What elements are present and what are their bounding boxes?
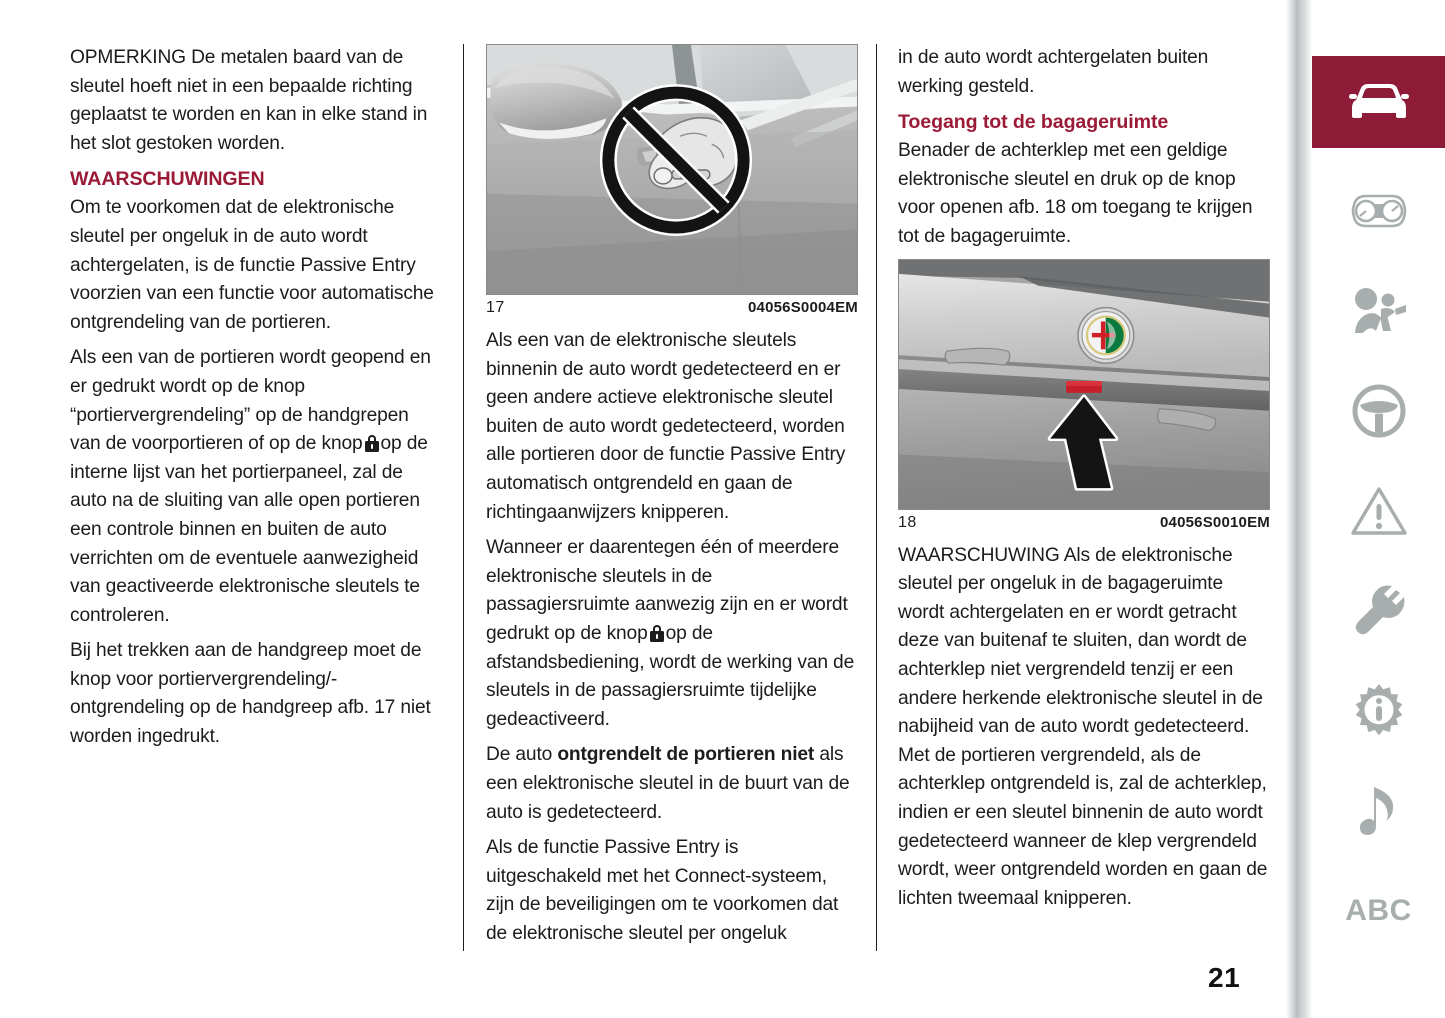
lock-icon — [365, 435, 379, 452]
no-unlock-prefix: De auto — [486, 744, 558, 766]
paragraph-door-lock-part1: Als een van de portieren wordt geopend en er gedrukt wordt op de knop “portiervergrendeling” op de handgrepen van de voorportieren of op de knop — [70, 347, 431, 455]
figure-18 — [898, 259, 1270, 532]
heading-trunk-access: Toegang tot de bagageruimte — [898, 111, 1169, 134]
paragraph-remote-lock-button — [486, 534, 858, 734]
figure-18-image — [898, 259, 1270, 510]
sidebar-gradient-edge — [1286, 0, 1312, 1018]
paragraph-note: OPMERKING De metalen baard van de sleutel hoeft niet in een bepaalde richting geplaatst te worden en kan in elke stand in het slot gestoken worden. — [70, 47, 428, 154]
no-unlock-bold: ontgrendelt de portieren niet — [557, 744, 815, 766]
paragraph-remote-part1: Wanneer er daarentegen één of meerdere elektronische sleutels in de passagiersruimte aanwezig zijn en er wordt gedrukt op de knop — [486, 537, 848, 644]
dashboard-gauges-icon — [1348, 190, 1410, 232]
lock-icon — [650, 625, 664, 642]
paragraph-door-lock-button — [70, 344, 442, 630]
figure-17 — [486, 44, 858, 317]
sidebar-item-driving[interactable] — [1312, 365, 1445, 457]
figure-18-number: 18 — [898, 513, 917, 531]
sidebar-item-technical-info[interactable] — [1312, 665, 1445, 757]
paragraph-door-lock-part2: op de interne lijst van het portierpaneel, zal de auto na de sluiting van alle open portieren een controle binnen en buiten de auto verrichten om de eventuele aanwezigheid van geactiveerde elektronische sleutels te controleren. — [70, 433, 428, 626]
info-gear-icon — [1351, 683, 1407, 739]
paragraph-connect-system: Als de functie Passive Entry is uitgeschakeld met het Connect-systeem, zijn de beveiligingen om te voorkomen dat de elektronische sleutel per ongeluk — [486, 837, 839, 944]
paragraph-passive-entry: Om te voorkomen dat de elektronische sleutel per ongeluk in de auto wordt achtergelaten, is de functie Passive Entry voorzien van een functie voor automatische ontgrendeling van de portieren. — [70, 197, 434, 333]
sidebar-item-car-front[interactable] — [1312, 56, 1445, 148]
figure-18-code: 04056S0010EM — [1160, 513, 1270, 531]
wrench-icon — [1351, 583, 1407, 639]
column-divider-1 — [463, 44, 464, 951]
heading-warnings: WAARSCHUWINGEN — [70, 168, 265, 191]
paragraph-key-detected: Als een van de elektronische sleutels binnenin de auto wordt gedetecteerd en er geen andere actieve elektronische sleutel buiten de auto wordt gedetecteerd, worden alle portieren door de functie Passive Entry automatisch ontgrendeld en gaan de richtingaanwijzers knipperen. — [486, 330, 846, 523]
sidebar-item-emergency[interactable] — [1312, 465, 1445, 557]
paragraph-trunk-warning: WAARSCHUWING Als de elektronische sleutel per ongeluk in de bagageruimte wordt achtergelaten en er wordt getracht deze van buitenaf te sluiten, dan wordt de achterklep niet vergrendeld tenzij er een andere herkende elektronische sleutel in de nabijheid van de auto wordt gedetecteerd. Met de portieren vergrendeld, als de achterklep ontgrendeld is, zal de achterklep, indien er een sleutel binnenin de auto wordt gedetecteerd wanneer de klep vergrendeld wordt, weer ontgrendeld worden en gaan de lichten tweemaal knipperen. — [898, 544, 1268, 909]
sidebar-item-index[interactable] — [1312, 865, 1445, 957]
column-divider-2 — [876, 44, 877, 951]
car-front-icon — [1348, 81, 1410, 123]
no-unlock-suffix: als een elektronische sleutel in de buurt van de auto is gedetecteerd. — [486, 744, 850, 823]
text-column-1 — [70, 44, 442, 752]
paragraph-handle-pull: Bij het trekken aan de handgreep moet de knop voor portiervergrendeling/-ontgrendeling op de handgreep afb. 17 niet worden ingedrukt. — [70, 640, 431, 748]
figure-18-caption — [898, 514, 1270, 532]
steering-wheel-icon — [1351, 383, 1407, 439]
paragraph-continued: in de auto wordt achtergelaten buiten werking gesteld. — [898, 47, 1209, 97]
airbag-safety-icon — [1350, 287, 1408, 335]
paragraph-no-unlock — [486, 741, 858, 827]
sidebar-item-safety[interactable] — [1312, 265, 1445, 357]
figure-17-number: 17 — [486, 299, 505, 316]
section-tab-sidebar — [1286, 0, 1445, 1018]
music-note-icon — [1358, 783, 1400, 839]
alfa-romeo-badge — [1078, 307, 1134, 363]
abc-text-icon: ABC — [1345, 894, 1412, 927]
sidebar-item-multimedia[interactable] — [1312, 765, 1445, 857]
warning-triangle-icon — [1350, 485, 1408, 537]
figure-17-image — [486, 44, 858, 295]
sidebar-item-maintenance[interactable] — [1312, 565, 1445, 657]
paragraph-remote-part2: op de afstandsbediening, wordt de werking van de sleutels in de passagiersruimte tijdelijke gedeactiveerd. — [486, 622, 855, 730]
page-number: 21 — [1208, 962, 1241, 993]
figure-17-caption — [486, 299, 858, 317]
text-column-2 — [486, 44, 858, 948]
text-column-3 — [898, 44, 1270, 913]
paragraph-trunk-access: Benader de achterklep met een geldige elektronische sleutel en druk op de knop voor openen afb. 18 om toegang te krijgen tot de bagageruimte. — [898, 140, 1253, 247]
sidebar-item-dashboard[interactable] — [1312, 165, 1445, 257]
figure-17-code: 04056S0004EM — [748, 299, 858, 316]
